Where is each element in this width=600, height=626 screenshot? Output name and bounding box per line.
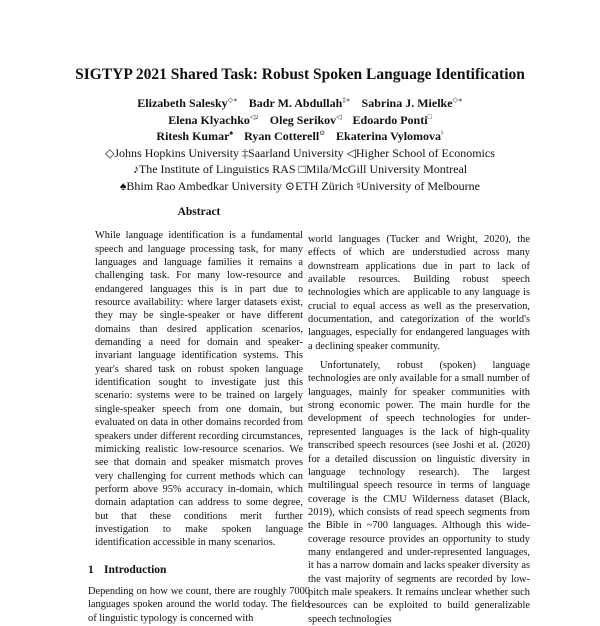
author-name: Sabrina J. Mielke◇∗ [361,96,463,110]
author-block [0,95,600,194]
author-name: Badr M. Abdullah‡∗ [248,96,351,110]
author-name: Elizabeth Salesky◇∗ [137,96,238,110]
author-name: Edoardo Ponti□ [352,112,432,127]
author-name: Ritesh Kumar♠ [156,129,234,143]
author-line-1 [0,95,600,112]
section-title: Introduction [104,563,167,576]
author-line-3 [0,128,600,145]
author-name: Oleg Serikov◁ [269,112,342,127]
section-number: 1 [88,563,94,576]
body-paragraph-1: world languages (Tucker and Wright, 2020), the effects of which are understudied across many downstream applications due in part to lack of available resources. Building robust speech technologies which are applicable to any language is crucial to equal access as well as the preservation, documentation, and categorization of the world's languages, especially for endangered languages with a declining speaker community. [308,234,530,352]
author-name: Elena Klyachko◁♪ [168,112,259,127]
body-paragraph-2: Unfortunately, robust (spoken) language technologies are only available for a small number of languages, mainly for speaker communities with strong economic power. The main hurdle for the development of speech technologies for under-represented languages is the lack of high-quality transcribed speech resources (see Joshi et al. (2020) for a detailed discussion on linguistic diversity in language technology research). The largest multilingual speech resource in terms of language coverage is the CMU Wilderness dataset (Black, 2019), which consists of read speech segments from the Bible in ~700 languages. Although this wide-coverage resource provides an opportunity to study many endangered and under-represented languages, it has a narrow domain and lacks speaker diversity as the vast majority of segments are recorded by low-pitch male speakers. It remains unclear whether such resources can be exploited to build generalizable speech technologies [308,360,530,625]
author-name: Ekaterina Vylomova♮ [336,129,444,143]
author-name: Ryan Cotterell⊙ [244,129,326,143]
author-line-2 [0,112,600,129]
affiliation-line-1: ◇Johns Hopkins University ‡Saarland University ◁Higher School of Economics [105,145,495,160]
paper-title: SIGTYP 2021 Shared Task: Robust Spoken Language Identification [75,66,525,83]
left-column [88,206,310,625]
affiliation-line-3: ♠Bhim Rao Ambedkar University ⊙ETH Zürich ♮University of Melbourne [120,178,480,193]
introduction-paragraph: Depending on how we count, there are roughly 7000 languages spoken around the world today. The field of linguistic typology is concerned with [88,585,310,624]
right-column [308,233,530,626]
section-heading-introduction [88,564,310,577]
abstract-heading: Abstract [177,206,221,218]
abstract-text: While language identification is a fundamental speech and language processing task, for many languages and language families it remains a challenging task. For many low-resource and endangered languages this is in part due to resource availability: where larger datasets exist, they may be single-speaker or have different domains than desired application scenarios, demanding a need for domain and speaker-invariant language identification systems. This year's shared task on robust spoken language identification sought to investigate just this scenario: systems were to be trained on largely single-speaker speech from one domain, but evaluated on data in other domains recorded from speakers under different recording circumstances, mimicking realistic low-resource scenarios. We see that domain and speaker mismatch proves very challenging for current methods which can perform above 95% accuracy in-domain, which domain adaptation can address to some degree, but that these conditions merit further investigation to make spoken language identification accessible in many scenarios. [95,230,303,549]
affiliation-line-2: ♪The Institute of Linguistics RAS □Mila/McGill University Montreal [132,162,468,176]
